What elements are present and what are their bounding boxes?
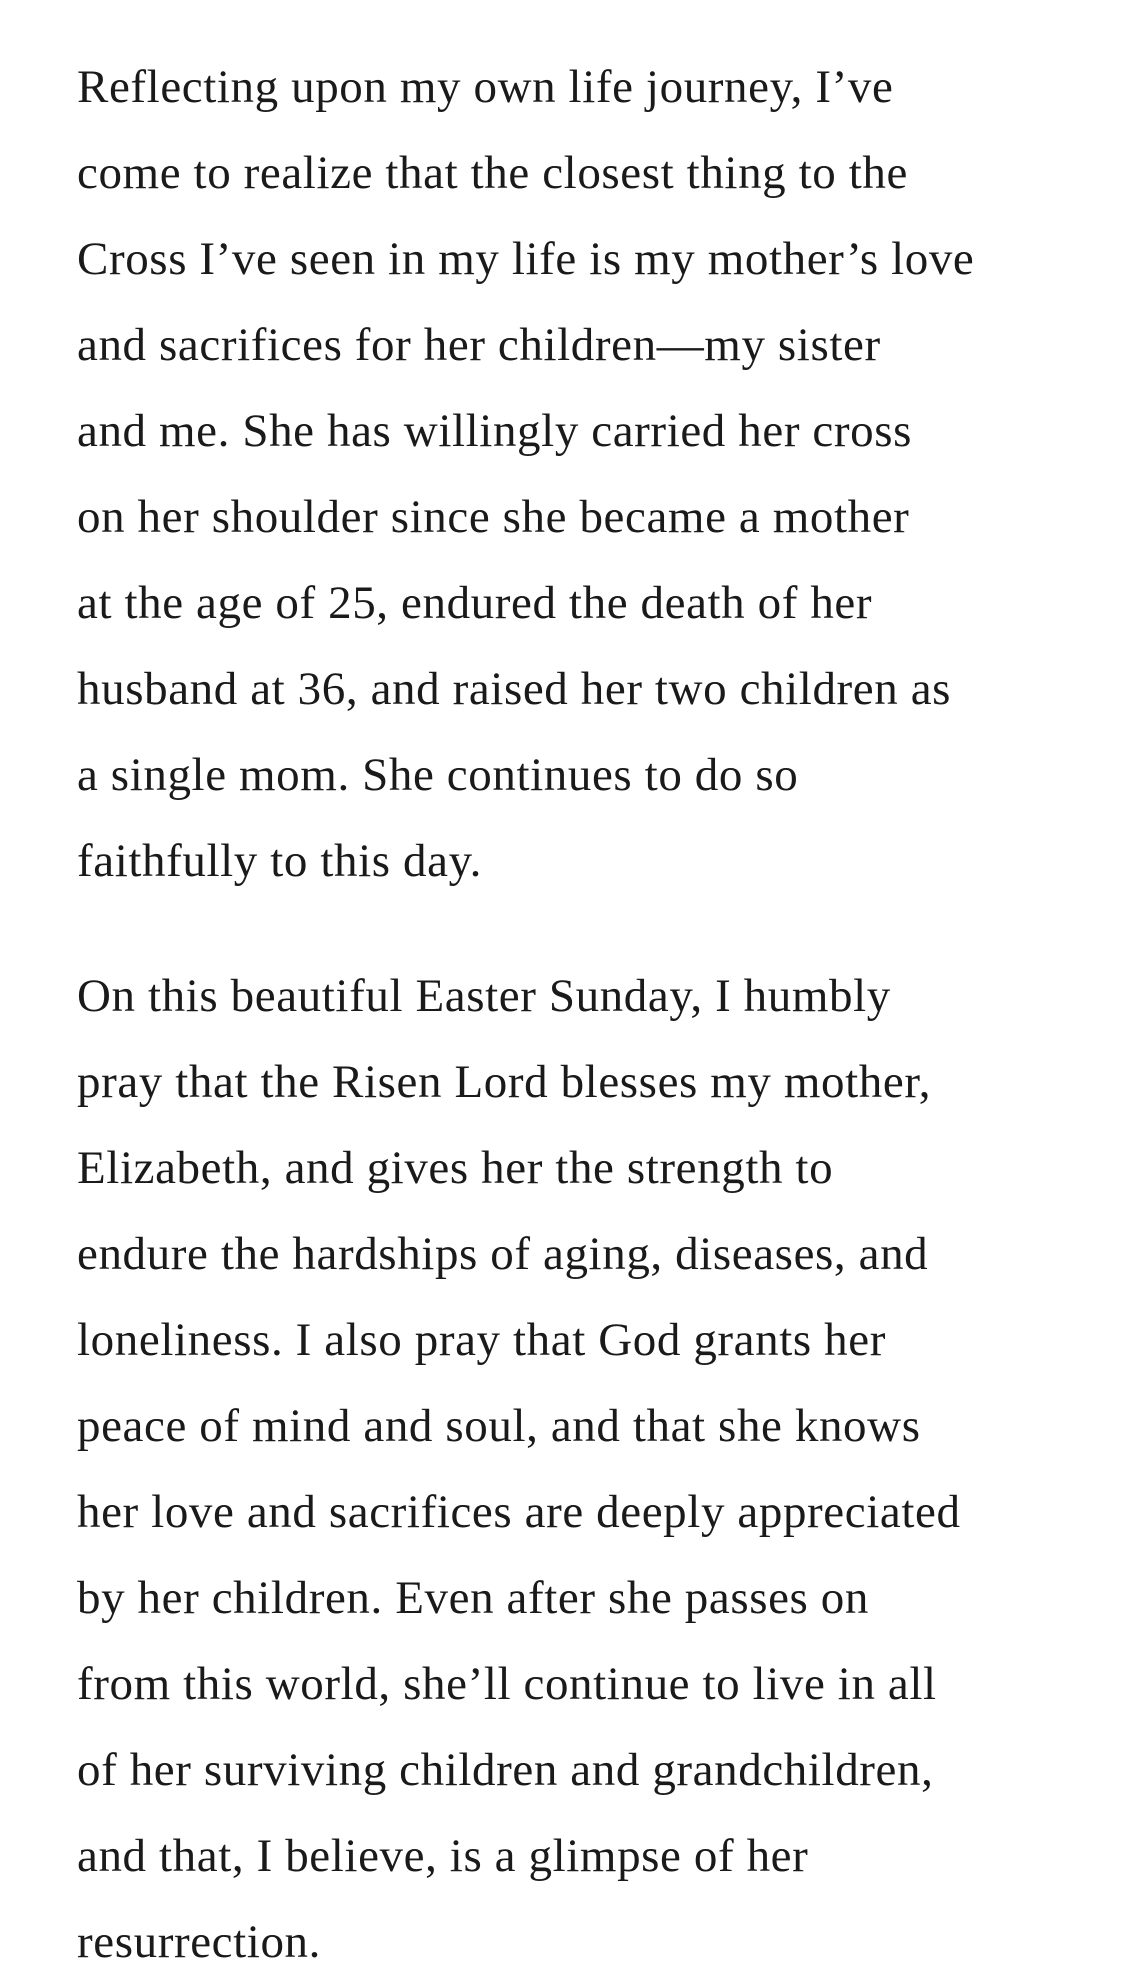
text-line: peace of mind and soul, and that she knows xyxy=(77,1400,921,1452)
text-line: Reflecting upon my own life journey, I’ve xyxy=(77,61,894,113)
text-line: and sacrifices for her children—my sister xyxy=(77,319,881,371)
text-line: loneliness. I also pray that God grants her xyxy=(77,1314,886,1366)
text-line: come to realize that the closest thing to the xyxy=(77,147,908,199)
text-line: and that, I believe, is a glimpse of her xyxy=(77,1830,809,1882)
text-line: endure the hardships of aging, diseases, and xyxy=(77,1228,929,1280)
paragraph-2 xyxy=(77,953,1077,1985)
text-line: Cross I’ve seen in my life is my mother’s love xyxy=(77,233,975,285)
text-line: Elizabeth, and gives her the strength to xyxy=(77,1142,834,1194)
text-line: of her surviving children and grandchildren, xyxy=(77,1744,934,1796)
text-line: pray that the Risen Lord blesses my mother, xyxy=(77,1056,932,1108)
text-line: by her children. Even after she passes on xyxy=(77,1572,869,1624)
text-line: on her shoulder since she became a mother xyxy=(77,491,910,543)
text-line: at the age of 25, endured the death of her xyxy=(77,577,873,629)
article-body xyxy=(77,44,1077,1985)
text-line: On this beautiful Easter Sunday, I humbly xyxy=(77,970,891,1022)
text-line: faithfully to this day. xyxy=(77,835,482,887)
paragraph-1 xyxy=(77,44,1077,904)
text-line: from this world, she’ll continue to live in all xyxy=(77,1658,937,1710)
text-line: a single mom. She continues to do so xyxy=(77,749,799,801)
text-line: and me. She has willingly carried her cross xyxy=(77,405,913,457)
text-line: resurrection. xyxy=(77,1916,321,1968)
text-line: husband at 36, and raised her two children as xyxy=(77,663,952,715)
text-line: her love and sacrifices are deeply appreciated xyxy=(77,1486,961,1538)
